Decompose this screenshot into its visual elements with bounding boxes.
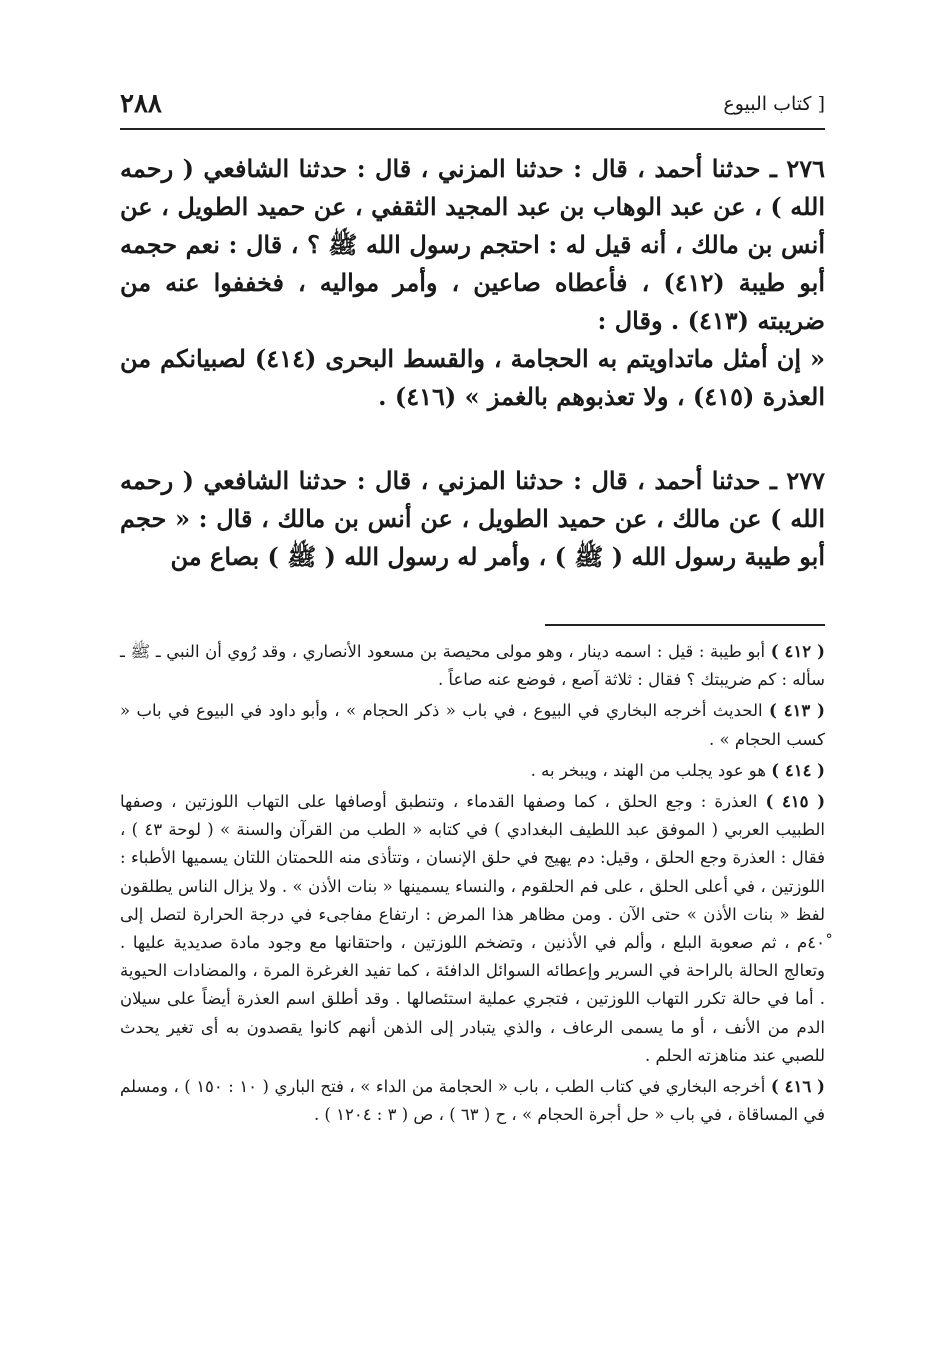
footnote-412 xyxy=(120,638,825,694)
footnote-number: ( ٤١٦ ) xyxy=(770,1077,825,1097)
hadith-277-text: ٢٧٧ ـ حدثنا أحمد ، قال : حدثنا المزني ، قال : حدثنا الشافعي ( رحمه الله ) عن مالك ، عن حميد الطويل ، عن أنس بن مالك ، قال : « حجم أبو طيبة رسول الله ( ﷺ ) ، وأمر له رسول الله ( ﷺ ) بصاع من xyxy=(120,466,825,571)
footnote-number: ( ٤١٣ ) xyxy=(768,701,825,721)
hadith-276-quote: « إن أمثل ماتداويتم به الحجامة ، والقسط البحرى (٤١٤) لصبيانكم من العذرة (٤١٥) ، ولا تعذبوهم بالغمز » (٤١٦) . xyxy=(120,344,825,411)
hadith-277 xyxy=(120,462,825,576)
footnotes xyxy=(120,638,825,1132)
footnote-416 xyxy=(120,1073,825,1129)
footnote-number: ( ٤١٤ ) xyxy=(771,760,825,780)
footnote-text: أخرجه البخاري في كتاب الطب ، باب « الحجامة من الداء » ، فتح الباري ( ١٠ : ١٥٠ ) ، ومسلم في المساقاة ، في باب « حل أجرة الحجام » ، ح ( ٦٣ ) ، ص ( ٣ : ١٢٠٤ ) . xyxy=(120,1077,825,1125)
footnote-text: العذرة : وجع الحلق ، كما وصفها القدماء ، وتنطبق أوصافها على التهاب اللوزتين ، وصفها الطبيب العربي ( الموفق عبد اللطيف البغدادي ) في كتابه « الطب من القرآن والسنة » ( لوحة ٤٣ ) ، فقال : العذرة وجع الحلق ، وقيل: دم يهيج في حلق الإنسان ، وتتأذى منه اللحمتان اللتان يسميها الأطباء : اللوزتين ، في أعلى الحلق ، على فم الحلقوم ، والنساء يسمينها « بنات الأذن » . ولا يزال الناس يطلقون لفظ « بنات الأذن » حتى الآن . ومن مظاهر هذا المرض : ارتفاع مفاجىء في درجة الحرارة لتصل إلى ٤٠ْم ، ثم صعوبة البلع ، وألم في الأذنين ، وتضخم اللوزتين ، واحتقانها مع وجود مادة صديدية عليها . وتعالج الحالة بالراحة في السرير وإعطائه السوائل الدافئة ، كما تفيد الغرغرة المرة ، والمضادات الحيوية . أما في حالة تكرر التهاب اللوزتين ، فتجري عملية استئصالها . وقد أطلق اسم العذرة أيضاً على سيلان الدم من الأنف ، أو ما يسمى الرعاف ، والذي يتبادر إلى الذهن أنهم كانوا يقصدون به أى تغير يحدث للصبي عند مناهزته الحلم . xyxy=(120,792,825,1065)
footnote-text: هو عود يجلب من الهند ، ويبخر به . xyxy=(530,760,767,780)
hadith-276 xyxy=(120,150,825,416)
footnote-text: الحديث أخرجه البخاري في البيوع ، في باب « ذكر الحجام » ، وأبو داود في البيوع في باب « كسب الحجام » . xyxy=(120,701,825,749)
page-number: ٢٨٨ xyxy=(120,89,162,119)
footnote-number: ( ٤١٥ ) xyxy=(765,792,826,812)
footnote-415 xyxy=(120,788,825,1070)
footnote-number: ( ٤١٢ ) xyxy=(770,642,825,661)
page-header xyxy=(120,84,825,124)
footnote-rule xyxy=(545,624,825,626)
hadith-276-text: ٢٧٦ ـ حدثنا أحمد ، قال : حدثنا المزني ، قال : حدثنا الشافعي ( رحمه الله ) ، عن عبد الوهاب بن عبد المجيد الثقفي ، عن حميد الطويل ، عن أنس بن مالك ، أنه قيل له : احتجم رسول الله ﷺ ؟ ، قال : نعم حجمه أبو طيبة (٤١٢) ، فأعطاه صاعين ، وأمر مواليه ، فخففوا عنه من ضريبته (٤١٣) . وقال : xyxy=(120,154,825,335)
header-rule xyxy=(120,128,825,130)
footnote-413 xyxy=(120,697,825,753)
running-title: [ كتاب البيوع xyxy=(723,93,825,115)
footnote-414 xyxy=(120,757,825,785)
footnote-text: أبو طيبة : قيل : اسمه دينار ، وهو مولى محيصة بن مسعود الأنصاري ، وقد رُوي أن النبي ـ ﷺ ـ سأله : كم ضريبتك ؟ فقال : ثلاثة آصع ، فوضع عنه صاعاً . xyxy=(120,642,825,690)
